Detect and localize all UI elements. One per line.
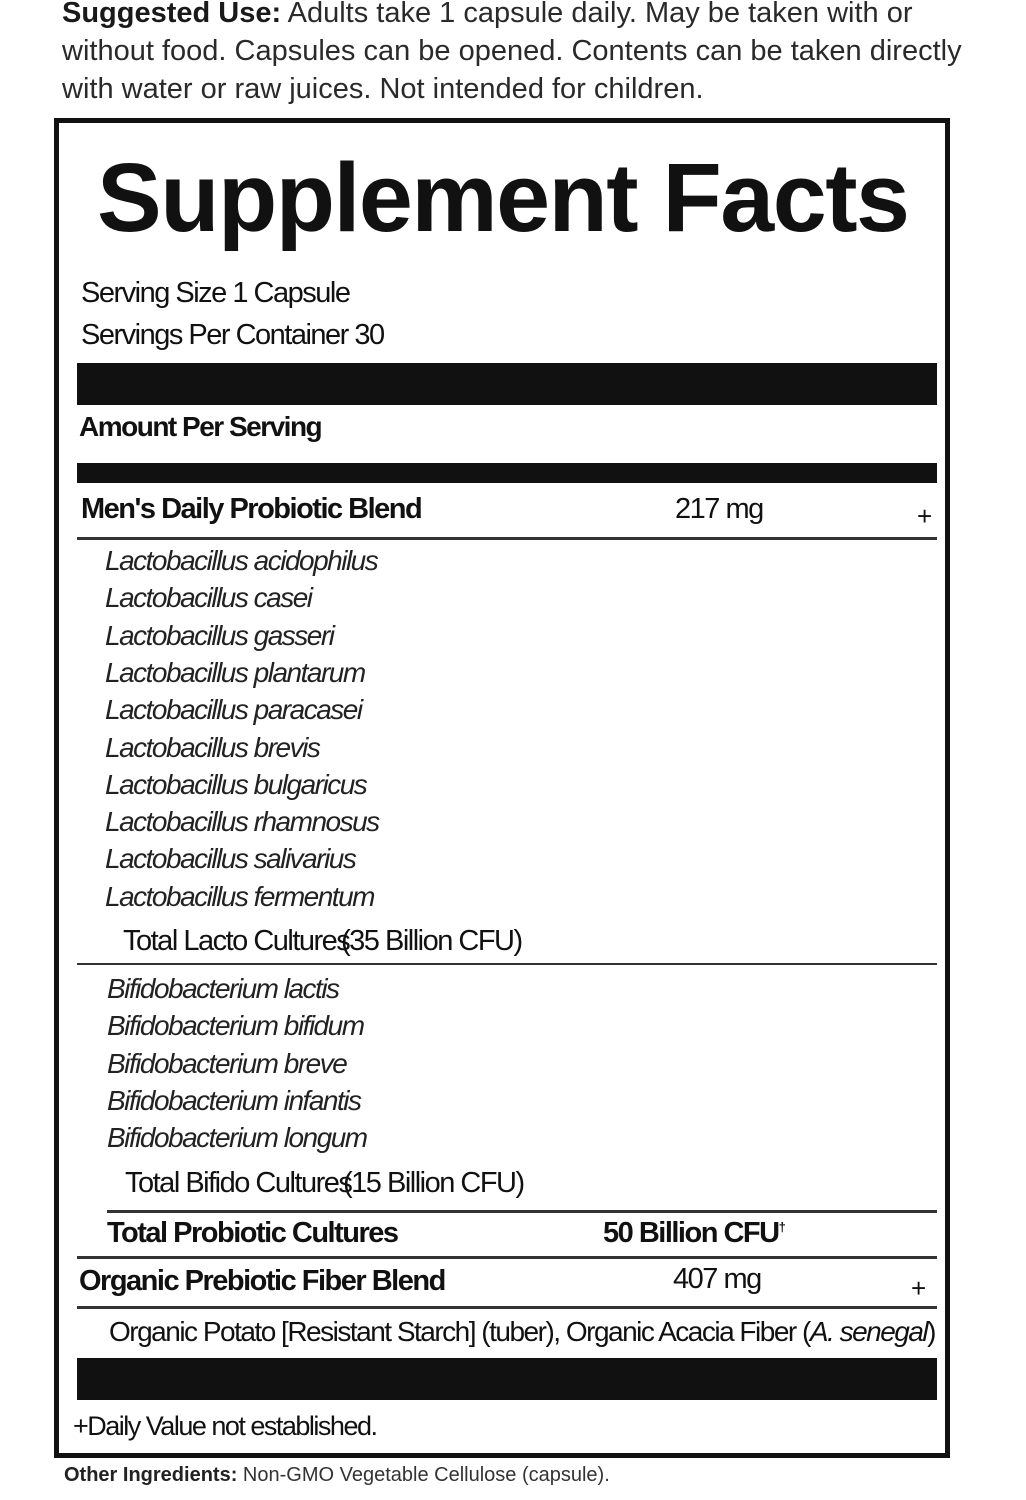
total-probiotic-value <box>603 1217 784 1250</box>
other-ingredients <box>64 1464 610 1487</box>
strain-item: Bifidobacterium longum <box>107 1122 367 1154</box>
supplement-facts-panel <box>54 118 950 1458</box>
fiber-ingredients-close: ) <box>927 1316 935 1347</box>
strain-item: Lactobacillus casei <box>105 582 312 614</box>
strain-item: Bifidobacterium lactis <box>107 973 339 1004</box>
strain-item: Lactobacillus gasseri <box>105 619 334 651</box>
strain-item: Bifidobacterium infantis <box>107 1084 361 1116</box>
probiotic-blend-name: Men's Daily Probiotic Blend <box>81 493 422 525</box>
suggested-use-label: Suggested Use: <box>62 0 282 29</box>
strain-item: Lactobacillus brevis <box>105 731 320 763</box>
total-probiotic-label: Total Probiotic Cultures <box>107 1217 398 1249</box>
strain-item: Lactobacillus bulgaricus <box>105 768 367 800</box>
strain-item: Bifidobacterium breve <box>107 1047 347 1079</box>
strain-item: Lactobacillus rhamnosus <box>105 806 379 838</box>
strain-item: Bifidobacterium bifidum <box>107 1010 364 1042</box>
total-probiotic-cfu: 50 Billion CFU <box>603 1217 779 1249</box>
strain-item: Lactobacillus paracasei <box>105 694 362 726</box>
thick-divider <box>77 463 937 483</box>
fiber-ingredients-species: A. senegal <box>809 1316 928 1347</box>
dv-symbol: + <box>73 1411 88 1441</box>
suggested-use-text: Adults take 1 capsule daily. May be taken with or without food. Capsules can be opened. Contents can be taken directly with water or raw juices. Not intended for children. <box>62 0 962 105</box>
total-lacto-label: Total Lacto Cultures <box>123 925 350 957</box>
amount-per-serving: Amount Per Serving <box>79 411 322 442</box>
other-ingredients-label: Other Ingredients: <box>64 1464 238 1486</box>
strain-item: Lactobacillus salivarius <box>105 843 356 875</box>
probiotic-blend-dv: + <box>917 501 933 531</box>
divider <box>77 1256 937 1259</box>
thick-divider <box>77 363 937 405</box>
serving-size: Serving Size 1 Capsule <box>81 277 350 309</box>
strain-item: Lactobacillus plantarum <box>105 656 365 688</box>
strain-item: Lactobacillus acidophilus <box>105 545 378 576</box>
strain-item: Lactobacillus fermentum <box>105 880 374 912</box>
servings-per-container: Servings Per Container 30 <box>81 319 384 351</box>
probiotic-blend-amount: 217 mg <box>675 493 763 525</box>
divider <box>77 963 937 965</box>
total-bifido-value: (15 Billion CFU) <box>343 1167 524 1199</box>
fiber-ingredients <box>109 1316 935 1348</box>
suggested-use <box>62 0 1002 108</box>
fiber-blend-amount: 407 mg <box>673 1263 761 1295</box>
dv-note-text: Daily Value not established. <box>87 1411 377 1441</box>
other-ingredients-text: Non-GMO Vegetable Cellulose (capsule). <box>237 1464 610 1486</box>
dv-footnote <box>73 1411 376 1442</box>
thick-divider <box>77 1358 937 1400</box>
divider <box>77 537 937 540</box>
fiber-blend-name: Organic Prebiotic Fiber Blend <box>79 1265 445 1297</box>
fiber-blend-dv: + <box>911 1273 927 1303</box>
footnote-mark: † <box>778 1219 785 1235</box>
divider <box>107 1210 937 1213</box>
fiber-ingredients-text: Organic Potato [Resistant Starch] (tuber), Organic Acacia Fiber ( <box>109 1316 810 1347</box>
total-lacto-value: (35 Billion CFU) <box>341 925 522 957</box>
panel-title: Supplement Facts <box>97 143 909 252</box>
total-bifido-label: Total Bifido Cultures <box>125 1167 352 1199</box>
divider <box>77 1306 937 1309</box>
